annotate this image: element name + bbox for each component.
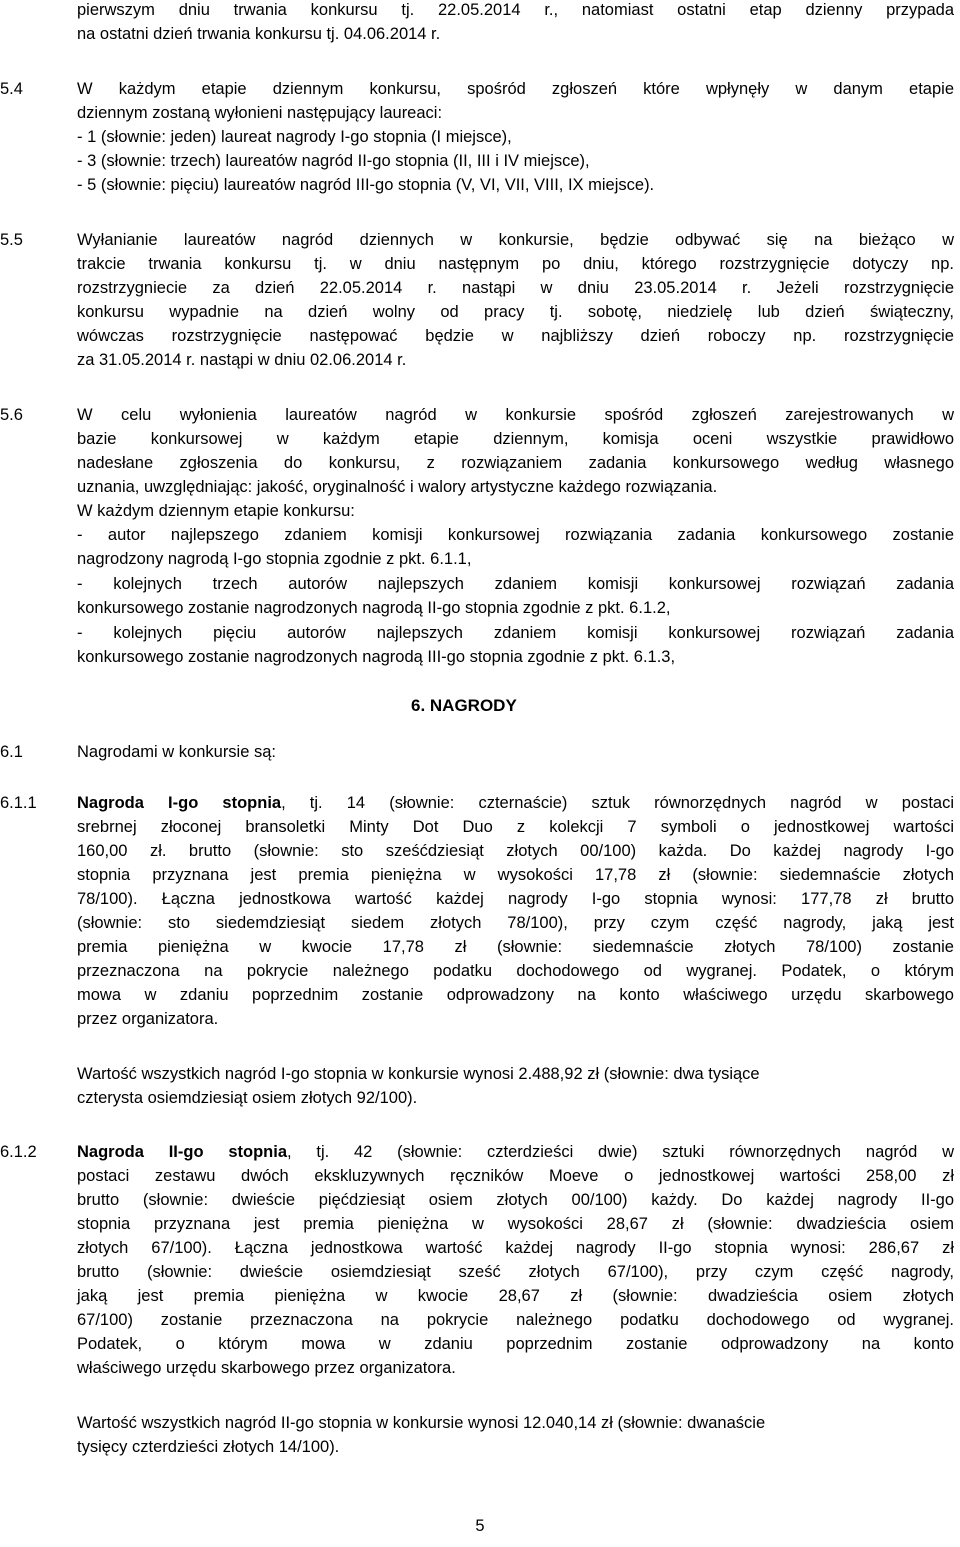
text-line: Podatek, o którym mowa w zdaniu poprzednim zostanie odprowadzony na konto (77, 1335, 954, 1353)
text-line: nadesłane zgłoszenia do konkursu, z rozwiązaniem zadania konkursowego według własnego (77, 454, 954, 472)
text-line: W każdym etapie dziennym konkursu, spośród zgłoszeń które wpłynęły w danym etapie (77, 80, 954, 98)
text-line: - kolejnych trzech autorów najlepszych zdaniem komisji konkursowej rozwiązań zadania (77, 575, 954, 593)
text-line: W celu wyłonienia laureatów nagród w konkursie spośród zgłoszeń zarejestrowanych w (77, 406, 954, 424)
text-line (77, 791, 954, 815)
text-line: za 31.05.2014 r. nastąpi w dniu 02.06.2014 r. (77, 351, 407, 369)
text-line: bazie konkursowej w każdym etapie dziennym, komisja oceni wszystkie prawidłowo (77, 430, 954, 448)
text-fragment: , tj. 14 (słownie: czternaście) sztuk równorzędnych nagród w postaci (281, 794, 955, 812)
text-line: rozstrzygniecie za dzień 22.05.2014 r. nastąpi w dniu 23.05.2014 r. Jeżeli rozstrzygnięcie (77, 279, 954, 297)
text-line: - autor najlepszego zdaniem komisji konkursowej rozwiązania zadania konkursowego zostanie (77, 526, 954, 544)
section-number: 5.4 (0, 80, 23, 98)
text-line: przez organizatora. (77, 1010, 219, 1028)
text-line: pierwszym dniu trwania konkursu tj. 22.05.2014 r., natomiast ostatni etap dzienny przypada (77, 1, 954, 19)
text-line: - 5 (słownie: pięciu) laureatów nagród III-go stopnia (V, VI, VII, VIII, IX miejsce). (77, 176, 655, 194)
text-line: stopnia przyznana jest premia pieniężna w wysokości 28,67 zł (słownie: dwadzieścia osiem (77, 1215, 954, 1233)
section-heading: 6. NAGRODY (411, 696, 517, 715)
text-line: konkursowego zostanie nagrodzonych nagrodą II-go stopnia zgodnie z pkt. 6.1.2, (77, 599, 671, 617)
text-line: brutto (słownie: dwieście pięćdziesiąt osiem złotych 00/100) każdy. Do każdej nagrody II-go (77, 1191, 954, 1209)
text-line: nagrodzony nagrodą I-go stopnia zgodnie z pkt. 6.1.1, (77, 550, 472, 568)
text-line: (słownie: sto siedemdziesiąt siedem złotych 78/100), przy czym część nagrody, jaką jest (77, 914, 954, 932)
text-line: wówczas rozstrzygnięcie następować będzie w najbliższy dzień roboczy np. rozstrzygnięcie (77, 327, 954, 345)
text-line: trakcie trwania konkursu tj. w dniu następnym po dniu, którego rozstrzygnięcie dotyczy np. (77, 255, 954, 273)
text-line: 67/100) zostanie przeznaczona na pokrycie należnego podatku dochodowego od wygranej. (77, 1311, 954, 1329)
text-line: tysięcy czterdzieści złotych 14/100). (77, 1438, 340, 1456)
text-line: czterysta osiemdziesiąt osiem złotych 92/100). (77, 1089, 418, 1107)
text-line: mowa w zdaniu poprzednim zostanie odprowadzony na konto właściwego urzędu skarbowego (77, 986, 954, 1004)
prize-name: Nagroda II-go stopnia (77, 1143, 287, 1161)
section-number: 5.6 (0, 406, 23, 424)
text-line: konkursowego zostanie nagrodzonych nagrodą III-go stopnia zgodnie z pkt. 6.1.3, (77, 648, 676, 666)
text-line: stopnia przyznana jest premia pieniężna w wysokości 17,78 zł (słownie: siedemnaście złotych (77, 866, 954, 884)
text-line: 160,00 zł. brutto (słownie: sto sześćdziesiąt złotych 00/100) każda. Do każdej nagrody I-go (77, 842, 954, 860)
section-number: 6.1.1 (0, 794, 37, 812)
text-line: właściwego urzędu skarbowego przez organizatora. (77, 1359, 456, 1377)
text-line: przeznaczona na pokrycie należnego podatku dochodowego od wygranej. Podatek, o którym (77, 962, 954, 980)
prize-name: Nagroda I-go stopnia (77, 794, 282, 812)
text-line: Wartość wszystkich nagród I-go stopnia w konkursie wynosi 2.488,92 zł (słownie: dwa tysiące (77, 1065, 760, 1083)
text-line: srebrnej złoconej bransoletki Minty Dot Duo z kolekcji 7 symboli o jednostkowej wartości (77, 818, 954, 836)
text-line: - 1 (słownie: jeden) laureat nagrody I-go stopnia (I miejsce), (77, 128, 512, 146)
text-line: postaci zestawu dwóch ekskluzywnych ręczników Moeve o jednostkowej wartości 258,00 zł (77, 1167, 954, 1185)
text-line: premia pieniężna w kwocie 17,78 zł (słownie: siedemnaście złotych 78/100) zostanie (77, 938, 954, 956)
section-number: 5.5 (0, 231, 23, 249)
text-line: konkursu wypadnie na dzień wolny od pracy tj. sobotę, niedzielę lub dzień świąteczny, (77, 303, 954, 321)
text-line: 78/100). Łączna jednostkowa wartość każdej nagrody I-go stopnia wynosi: 177,78 zł brutto (77, 890, 954, 908)
text-line: jaką jest premia pieniężna w kwocie 28,67 zł (słownie: dwadzieścia osiem złotych (77, 1287, 954, 1305)
text-line: dziennym zostaną wyłonieni następujący laureaci: (77, 104, 443, 122)
text-line: na ostatni dzień trwania konkursu tj. 04.06.2014 r. (77, 25, 441, 43)
text-line (77, 1140, 954, 1164)
text-line: złotych 67/100). Łączna jednostkowa wartość każdej nagrody II-go stopnia wynosi: 286,67 zł (77, 1239, 954, 1257)
section-number: 6.1.2 (0, 1143, 37, 1161)
section-number: 6.1 (0, 743, 23, 761)
text-line: W każdym dziennym etapie konkursu: (77, 502, 355, 520)
page-number: 5 (475, 1517, 485, 1535)
text-line: Wartość wszystkich nagród II-go stopnia w konkursie wynosi 12.040,14 zł (słownie: dwanaście (77, 1414, 766, 1432)
text-line: - kolejnych pięciu autorów najlepszych zdaniem komisji konkursowej rozwiązań zadania (77, 624, 954, 642)
text-line: Wyłanianie laureatów nagród dziennych w konkursie, będzie odbywać się na bieżąco w (77, 231, 954, 249)
text-line: - 3 (słownie: trzech) laureatów nagród II-go stopnia (II, III i IV miejsce), (77, 152, 590, 170)
text-line: Nagrodami w konkursie są: (77, 743, 276, 761)
text-line: brutto (słownie: dwieście osiemdziesiąt sześć złotych 67/100), przy czym część nagrody, (77, 1263, 954, 1281)
text-fragment: , tj. 42 (słownie: czterdzieści dwie) sztuki równorzędnych nagród w (287, 1143, 954, 1161)
text-line: uznania, uwzględniając: jakość, oryginalność i walory artystyczne każdego rozwiązania. (77, 478, 718, 496)
